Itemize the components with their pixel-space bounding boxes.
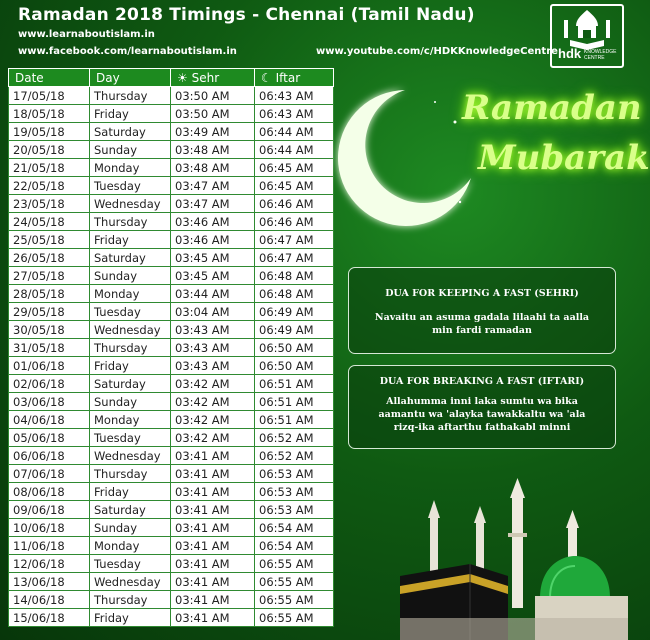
col-sehr-label: Sehr (191, 70, 220, 85)
row-sehr: 03:44 AM (171, 285, 255, 303)
row-iftar: 06:50 AM (255, 339, 334, 357)
row-date: 05/06/18 (9, 429, 90, 447)
row-sehr: 03:45 AM (171, 267, 255, 285)
table-header-row (9, 69, 334, 87)
row-sehr: 03:41 AM (171, 519, 255, 537)
col-iftar (255, 69, 334, 87)
row-day: Wednesday (90, 447, 171, 465)
row-sehr: 03:41 AM (171, 465, 255, 483)
row-sehr: 03:41 AM (171, 501, 255, 519)
row-day: Saturday (90, 249, 171, 267)
row-day: Friday (90, 483, 171, 501)
table-row (9, 285, 334, 303)
row-iftar: 06:53 AM (255, 501, 334, 519)
row-day: Wednesday (90, 321, 171, 339)
row-sehr: 03:45 AM (171, 249, 255, 267)
col-date: Date (9, 69, 90, 87)
row-iftar: 06:46 AM (255, 195, 334, 213)
row-iftar: 06:55 AM (255, 555, 334, 573)
col-sehr (171, 69, 255, 87)
dua-iftari-title: DUA FOR BREAKING A FAST (IFTARI) (379, 376, 585, 387)
row-day: Thursday (90, 591, 171, 609)
row-day: Tuesday (90, 177, 171, 195)
row-date: 29/05/18 (9, 303, 90, 321)
table-row (9, 465, 334, 483)
hdk-logo (550, 4, 624, 68)
row-sehr: 03:49 AM (171, 123, 255, 141)
greeting-ramadan: Ramadan (462, 88, 642, 128)
row-sehr: 03:41 AM (171, 447, 255, 465)
row-sehr: 03:42 AM (171, 429, 255, 447)
row-iftar: 06:48 AM (255, 267, 334, 285)
table-row (9, 195, 334, 213)
table-row (9, 411, 334, 429)
logo-subtext: KNOWLEDGE CENTRE (584, 49, 617, 61)
row-iftar: 06:51 AM (255, 393, 334, 411)
row-date: 24/05/18 (9, 213, 90, 231)
row-day: Thursday (90, 213, 171, 231)
row-date: 18/05/18 (9, 105, 90, 123)
row-iftar: 06:55 AM (255, 591, 334, 609)
row-iftar: 06:43 AM (255, 105, 334, 123)
row-date: 20/05/18 (9, 141, 90, 159)
row-date: 13/06/18 (9, 573, 90, 591)
table-row (9, 267, 334, 285)
row-day: Sunday (90, 519, 171, 537)
row-day: Friday (90, 357, 171, 375)
table-row (9, 357, 334, 375)
row-sehr: 03:41 AM (171, 591, 255, 609)
row-iftar: 06:54 AM (255, 519, 334, 537)
row-iftar: 06:51 AM (255, 411, 334, 429)
row-date: 04/06/18 (9, 411, 90, 429)
table-row (9, 303, 334, 321)
row-day: Tuesday (90, 429, 171, 447)
row-day: Saturday (90, 501, 171, 519)
table-row (9, 249, 334, 267)
table-row (9, 141, 334, 159)
row-sehr: 03:43 AM (171, 321, 255, 339)
row-sehr: 03:42 AM (171, 375, 255, 393)
row-date: 23/05/18 (9, 195, 90, 213)
dua-sehri-text: Navaitu an asuma gadala lilaahi ta aalla min fardi ramadan (374, 312, 590, 336)
row-iftar: 06:48 AM (255, 285, 334, 303)
table-row (9, 231, 334, 249)
row-iftar: 06:49 AM (255, 303, 334, 321)
row-day: Sunday (90, 267, 171, 285)
row-date: 10/06/18 (9, 519, 90, 537)
row-iftar: 06:52 AM (255, 429, 334, 447)
row-sehr: 03:46 AM (171, 213, 255, 231)
row-sehr: 03:46 AM (171, 231, 255, 249)
row-day: Monday (90, 537, 171, 555)
row-iftar: 06:44 AM (255, 141, 334, 159)
col-iftar-label: Iftar (275, 70, 301, 85)
row-sehr: 03:04 AM (171, 303, 255, 321)
dua-iftari-box (348, 365, 616, 449)
row-date: 30/05/18 (9, 321, 90, 339)
table-row (9, 537, 334, 555)
row-day: Tuesday (90, 555, 171, 573)
table-row (9, 555, 334, 573)
row-day: Friday (90, 231, 171, 249)
row-iftar: 06:46 AM (255, 213, 334, 231)
row-iftar: 06:55 AM (255, 573, 334, 591)
timings-table (8, 68, 334, 627)
row-date: 01/06/18 (9, 357, 90, 375)
row-sehr: 03:47 AM (171, 195, 255, 213)
table-row (9, 87, 334, 105)
row-date: 27/05/18 (9, 267, 90, 285)
website-link[interactable]: www.learnaboutislam.in (18, 29, 155, 40)
row-date: 12/06/18 (9, 555, 90, 573)
row-day: Thursday (90, 87, 171, 105)
row-sehr: 03:43 AM (171, 339, 255, 357)
row-date: 03/06/18 (9, 393, 90, 411)
table-row (9, 339, 334, 357)
row-day: Monday (90, 411, 171, 429)
row-day: Saturday (90, 375, 171, 393)
row-date: 08/06/18 (9, 483, 90, 501)
table-row (9, 501, 334, 519)
mosque-kaaba-art (400, 478, 628, 640)
row-sehr: 03:42 AM (171, 411, 255, 429)
row-iftar: 06:45 AM (255, 159, 334, 177)
row-day: Monday (90, 159, 171, 177)
row-date: 21/05/18 (9, 159, 90, 177)
row-date: 07/06/18 (9, 465, 90, 483)
table-row (9, 591, 334, 609)
row-date: 25/05/18 (9, 231, 90, 249)
table-row (9, 573, 334, 591)
table-row (9, 609, 334, 627)
row-sehr: 03:41 AM (171, 537, 255, 555)
row-sehr: 03:41 AM (171, 483, 255, 501)
row-day: Saturday (90, 123, 171, 141)
sun-icon: ☀ (177, 70, 188, 85)
row-iftar: 06:51 AM (255, 375, 334, 393)
row-date: 15/06/18 (9, 609, 90, 627)
table-row (9, 375, 334, 393)
row-date: 28/05/18 (9, 285, 90, 303)
row-iftar: 06:54 AM (255, 537, 334, 555)
row-iftar: 06:49 AM (255, 321, 334, 339)
dua-iftari-text: Allahumma inni laka sumtu wa bika aamantu wa 'alayka tawakkaltu wa 'ala rizq-ika aftarthu fathakabl minni (378, 396, 586, 433)
row-day: Thursday (90, 465, 171, 483)
row-iftar: 06:47 AM (255, 249, 334, 267)
table-row (9, 123, 334, 141)
row-day: Wednesday (90, 195, 171, 213)
crescent-moon-art (335, 82, 475, 232)
row-sehr: 03:48 AM (171, 141, 255, 159)
row-day: Wednesday (90, 573, 171, 591)
crescent-moon-icon: ☾ (261, 70, 272, 85)
row-sehr: 03:41 AM (171, 573, 255, 591)
table-row (9, 213, 334, 231)
row-date: 06/06/18 (9, 447, 90, 465)
row-iftar: 06:45 AM (255, 177, 334, 195)
row-iftar: 06:43 AM (255, 87, 334, 105)
row-iftar: 06:53 AM (255, 483, 334, 501)
row-iftar: 06:55 AM (255, 609, 334, 627)
col-day: Day (90, 69, 171, 87)
row-date: 17/05/18 (9, 87, 90, 105)
row-sehr: 03:47 AM (171, 177, 255, 195)
row-day: Sunday (90, 141, 171, 159)
table-row (9, 159, 334, 177)
youtube-link[interactable]: www.youtube.com/c/HDKKnowledgeCentre (316, 46, 558, 57)
table-row (9, 429, 334, 447)
row-date: 26/05/18 (9, 249, 90, 267)
row-date: 19/05/18 (9, 123, 90, 141)
table-row (9, 519, 334, 537)
dua-sehri-title: DUA FOR KEEPING A FAST (SEHRI) (385, 288, 579, 299)
row-sehr: 03:50 AM (171, 87, 255, 105)
row-sehr: 03:43 AM (171, 357, 255, 375)
table-row (9, 177, 334, 195)
row-iftar: 06:47 AM (255, 231, 334, 249)
row-iftar: 06:44 AM (255, 123, 334, 141)
row-day: Sunday (90, 393, 171, 411)
table-row (9, 483, 334, 501)
table-row (9, 321, 334, 339)
row-day: Monday (90, 285, 171, 303)
row-day: Thursday (90, 339, 171, 357)
table-row (9, 393, 334, 411)
row-iftar: 06:52 AM (255, 447, 334, 465)
logo-text: hdk (558, 46, 582, 61)
row-sehr: 03:50 AM (171, 105, 255, 123)
row-date: 14/06/18 (9, 591, 90, 609)
row-sehr: 03:42 AM (171, 393, 255, 411)
row-sehr: 03:48 AM (171, 159, 255, 177)
row-date: 22/05/18 (9, 177, 90, 195)
row-sehr: 03:41 AM (171, 555, 255, 573)
page-title: Ramadan 2018 Timings - Chennai (Tamil Nadu) (18, 5, 475, 25)
dua-sehri-box (348, 267, 616, 354)
greeting-mubarak: Mubarak (478, 138, 650, 178)
row-date: 09/06/18 (9, 501, 90, 519)
row-date: 02/06/18 (9, 375, 90, 393)
row-date: 11/06/18 (9, 537, 90, 555)
row-iftar: 06:50 AM (255, 357, 334, 375)
facebook-link[interactable]: www.facebook.com/learnaboutislam.in (18, 46, 237, 57)
row-iftar: 06:53 AM (255, 465, 334, 483)
row-day: Tuesday (90, 303, 171, 321)
table-row (9, 447, 334, 465)
table-row (9, 105, 334, 123)
row-day: Friday (90, 609, 171, 627)
row-date: 31/05/18 (9, 339, 90, 357)
row-day: Friday (90, 105, 171, 123)
row-sehr: 03:41 AM (171, 609, 255, 627)
